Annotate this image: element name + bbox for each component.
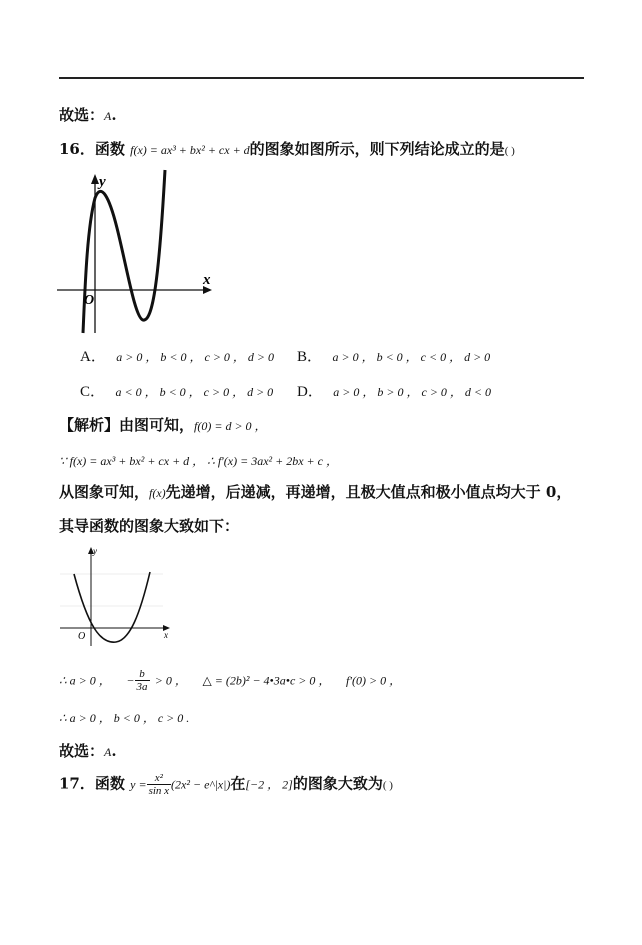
question-16: 16．函数 f(x) = ax³ + bx² + cx + d的图象如图所示，则下列结论成立的是( ) — [59, 140, 515, 158]
answer-blank: ( ) — [382, 779, 393, 792]
fraction-x2-over-sinx: $\frac{\text{x²}}{\text{sin x}}$ — [148, 772, 170, 797]
header-rule — [59, 77, 584, 79]
option-b: B． a > 0 ， b < 0 ， c < 0 ， d > 0 — [297, 349, 491, 365]
analysis-line-1: 【解析】由图可知，f(0) = d > 0 ， — [59, 416, 267, 434]
answer-line-15: 故选：A. — [59, 106, 117, 124]
origin-label: O — [84, 293, 95, 308]
analysis-line-4: 其导函数的图象大致如下： — [59, 517, 240, 535]
y-axis-label: y — [93, 546, 97, 556]
parabola-curve — [74, 572, 150, 642]
answer-letter: A — [104, 109, 112, 123]
answer-blank: ( ) — [504, 145, 515, 157]
x-axis-label: x — [164, 630, 168, 640]
y-axis-label: y — [99, 174, 106, 190]
cubic-graph — [55, 168, 220, 336]
conclusion-line-1: ∴ a > 0 ， − $\frac{b}{3a}$ > 0 ， △ = (2b)² − 4•3a•c > 0 ， f′(0) > 0 ， — [59, 668, 402, 693]
answer-line-16: 故选：A. — [59, 742, 117, 760]
x-axis-label: x — [203, 272, 211, 288]
analysis-line-3: 从图象可知，f(x)先递增，后递减，再递增，且极大值点和极小值点均大于 0， — [59, 483, 572, 501]
origin-label: O — [78, 631, 86, 642]
option-c: C． a < 0 ， b < 0 ， c > 0 ， d > 0 — [80, 384, 274, 400]
question-number: 17． — [59, 774, 95, 793]
analysis-line-2: ∵ f(x) = ax³ + bx² + cx + d ， ∴ f′(x) = 3ax² + 2bx + c ， — [59, 454, 338, 468]
option-d: D． a > 0 ， b > 0 ， c > 0 ， d < 0 — [297, 384, 492, 400]
derivative-graph — [58, 544, 178, 649]
question-number: 16． — [59, 140, 95, 158]
fraction-b-over-3a: $\frac{b}{3a}$ — [136, 668, 148, 693]
answer-letter: A — [104, 745, 112, 759]
conclusion-line-2: ∴ a > 0 ， b < 0 ， c > 0 . — [59, 711, 190, 725]
option-a: A． a > 0 ， b < 0 ， c > 0 ， d > 0 — [80, 349, 275, 365]
question-17: 17．函数 y = $\frac{\text{x²}}{\text{sin x}}$ (2x² − e^|x|)在[−2 ， 2]的图象大致为( ) — [59, 772, 393, 797]
question-formula: f(x) = ax³ + bx² + cx + d — [130, 143, 250, 157]
y-axis-arrow — [91, 174, 99, 184]
